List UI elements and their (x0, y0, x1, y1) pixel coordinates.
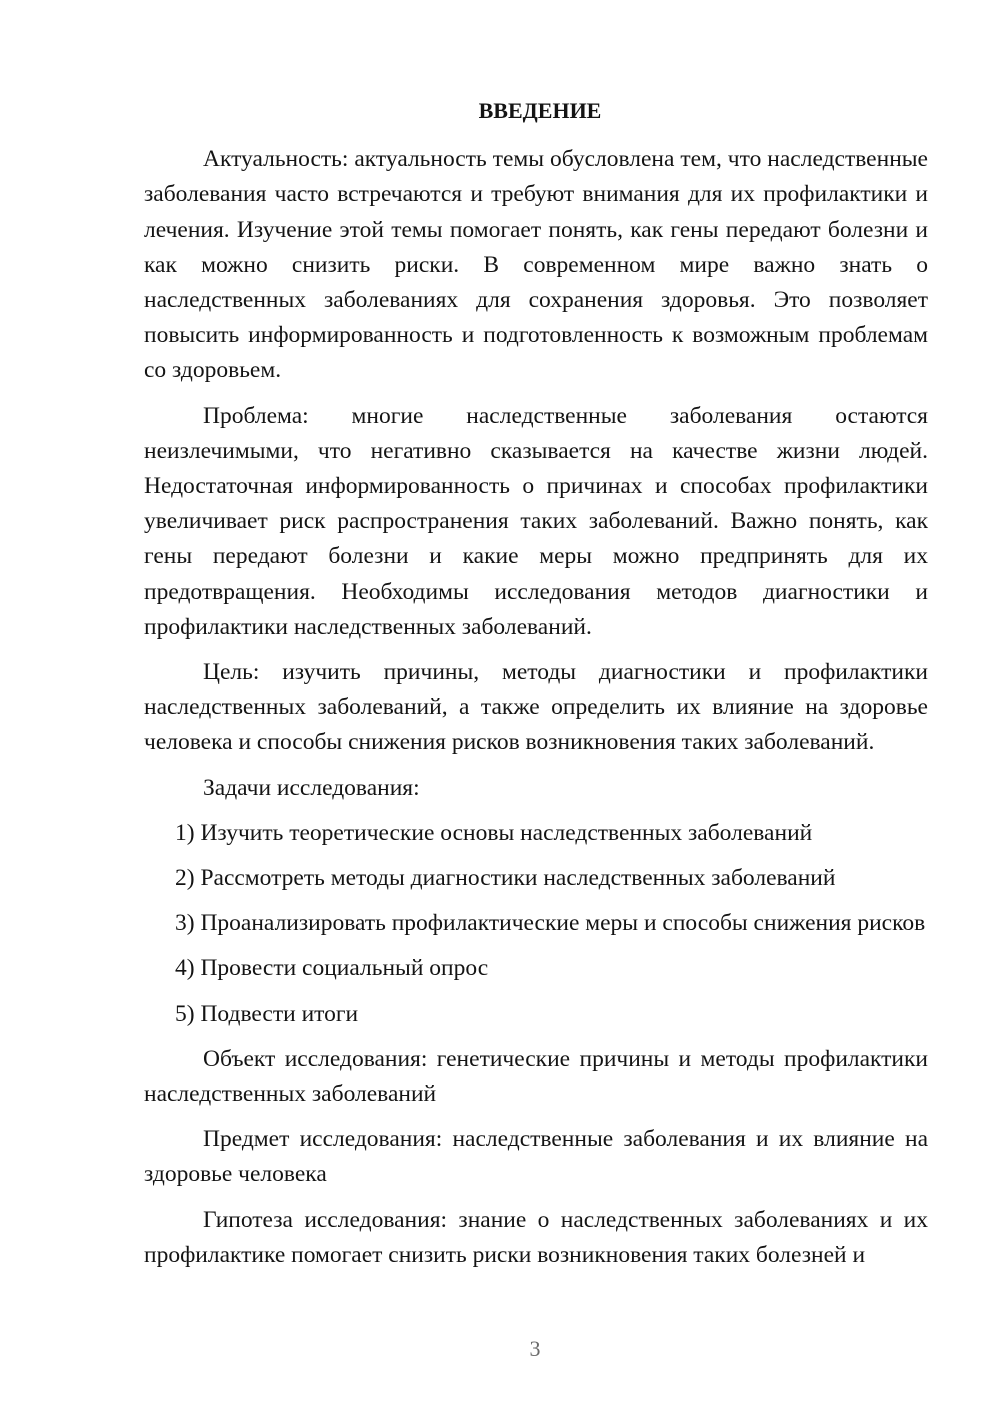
hypothesis-paragraph: Гипотеза исследования: знание о наследственных заболеваниях и их профилактике помогает снизить риски возникновения таких болезней и (144, 1206, 928, 1268)
subject-paragraph: Предмет исследования: наследственные заболевания и их влияние на здоровье человека (144, 1126, 928, 1188)
task-item-5: 5) Подвести итоги (175, 1000, 359, 1027)
page-title: ВВЕДЕНИЕ (478, 98, 602, 123)
document-body (144, 93, 928, 1283)
task-item-4: 4) Провести социальный опрос (175, 955, 489, 982)
task-item-3: 3) Проанализировать профилактические меры и способы снижения рисков (175, 910, 926, 937)
tasks-heading: Задачи исследования: (203, 774, 420, 801)
goal-paragraph: Цель: изучить причины, методы диагностики и профилактики наследственных заболеваний, а также определить их влияние на здоровье человека и способы снижения рисков возникновения таких заболеваний. (144, 659, 928, 756)
relevance-paragraph: Актуальность: актуальность темы обусловлена тем, что наследственные заболевания часто встречаются и требуют внимания для их профилактики и лечения. Изучение этой темы помогает понять, как гены передают болезни и как можно снизить риски. В современном мире важно знать о наследственных заболеваниях для сохранения здоровья. Это позволяет повысить информированность и подготовленность к возможным проблемам со здоровьем. (144, 146, 928, 384)
page-number: 3 (529, 1336, 541, 1361)
task-item-2: 2) Рассмотреть методы диагностики наследственных заболеваний (175, 865, 836, 892)
problem-paragraph: Проблема: многие наследственные заболевания остаются неизлечимыми, что негативно сказывается на качестве жизни людей. Недостаточная информированность о причинах и способах профилактики увеличивает риск распространения таких заболеваний. Важно понять, как гены передают болезни и какие меры можно предпринять для их предотвращения. Необходимы исследования методов диагностики и профилактики наследственных заболеваний. (144, 402, 928, 640)
object-paragraph: Объект исследования: генетические причины и методы профилактики наследственных заболеваний (144, 1045, 928, 1108)
task-item-1: 1) Изучить теоретические основы наследственных заболеваний (175, 819, 813, 846)
